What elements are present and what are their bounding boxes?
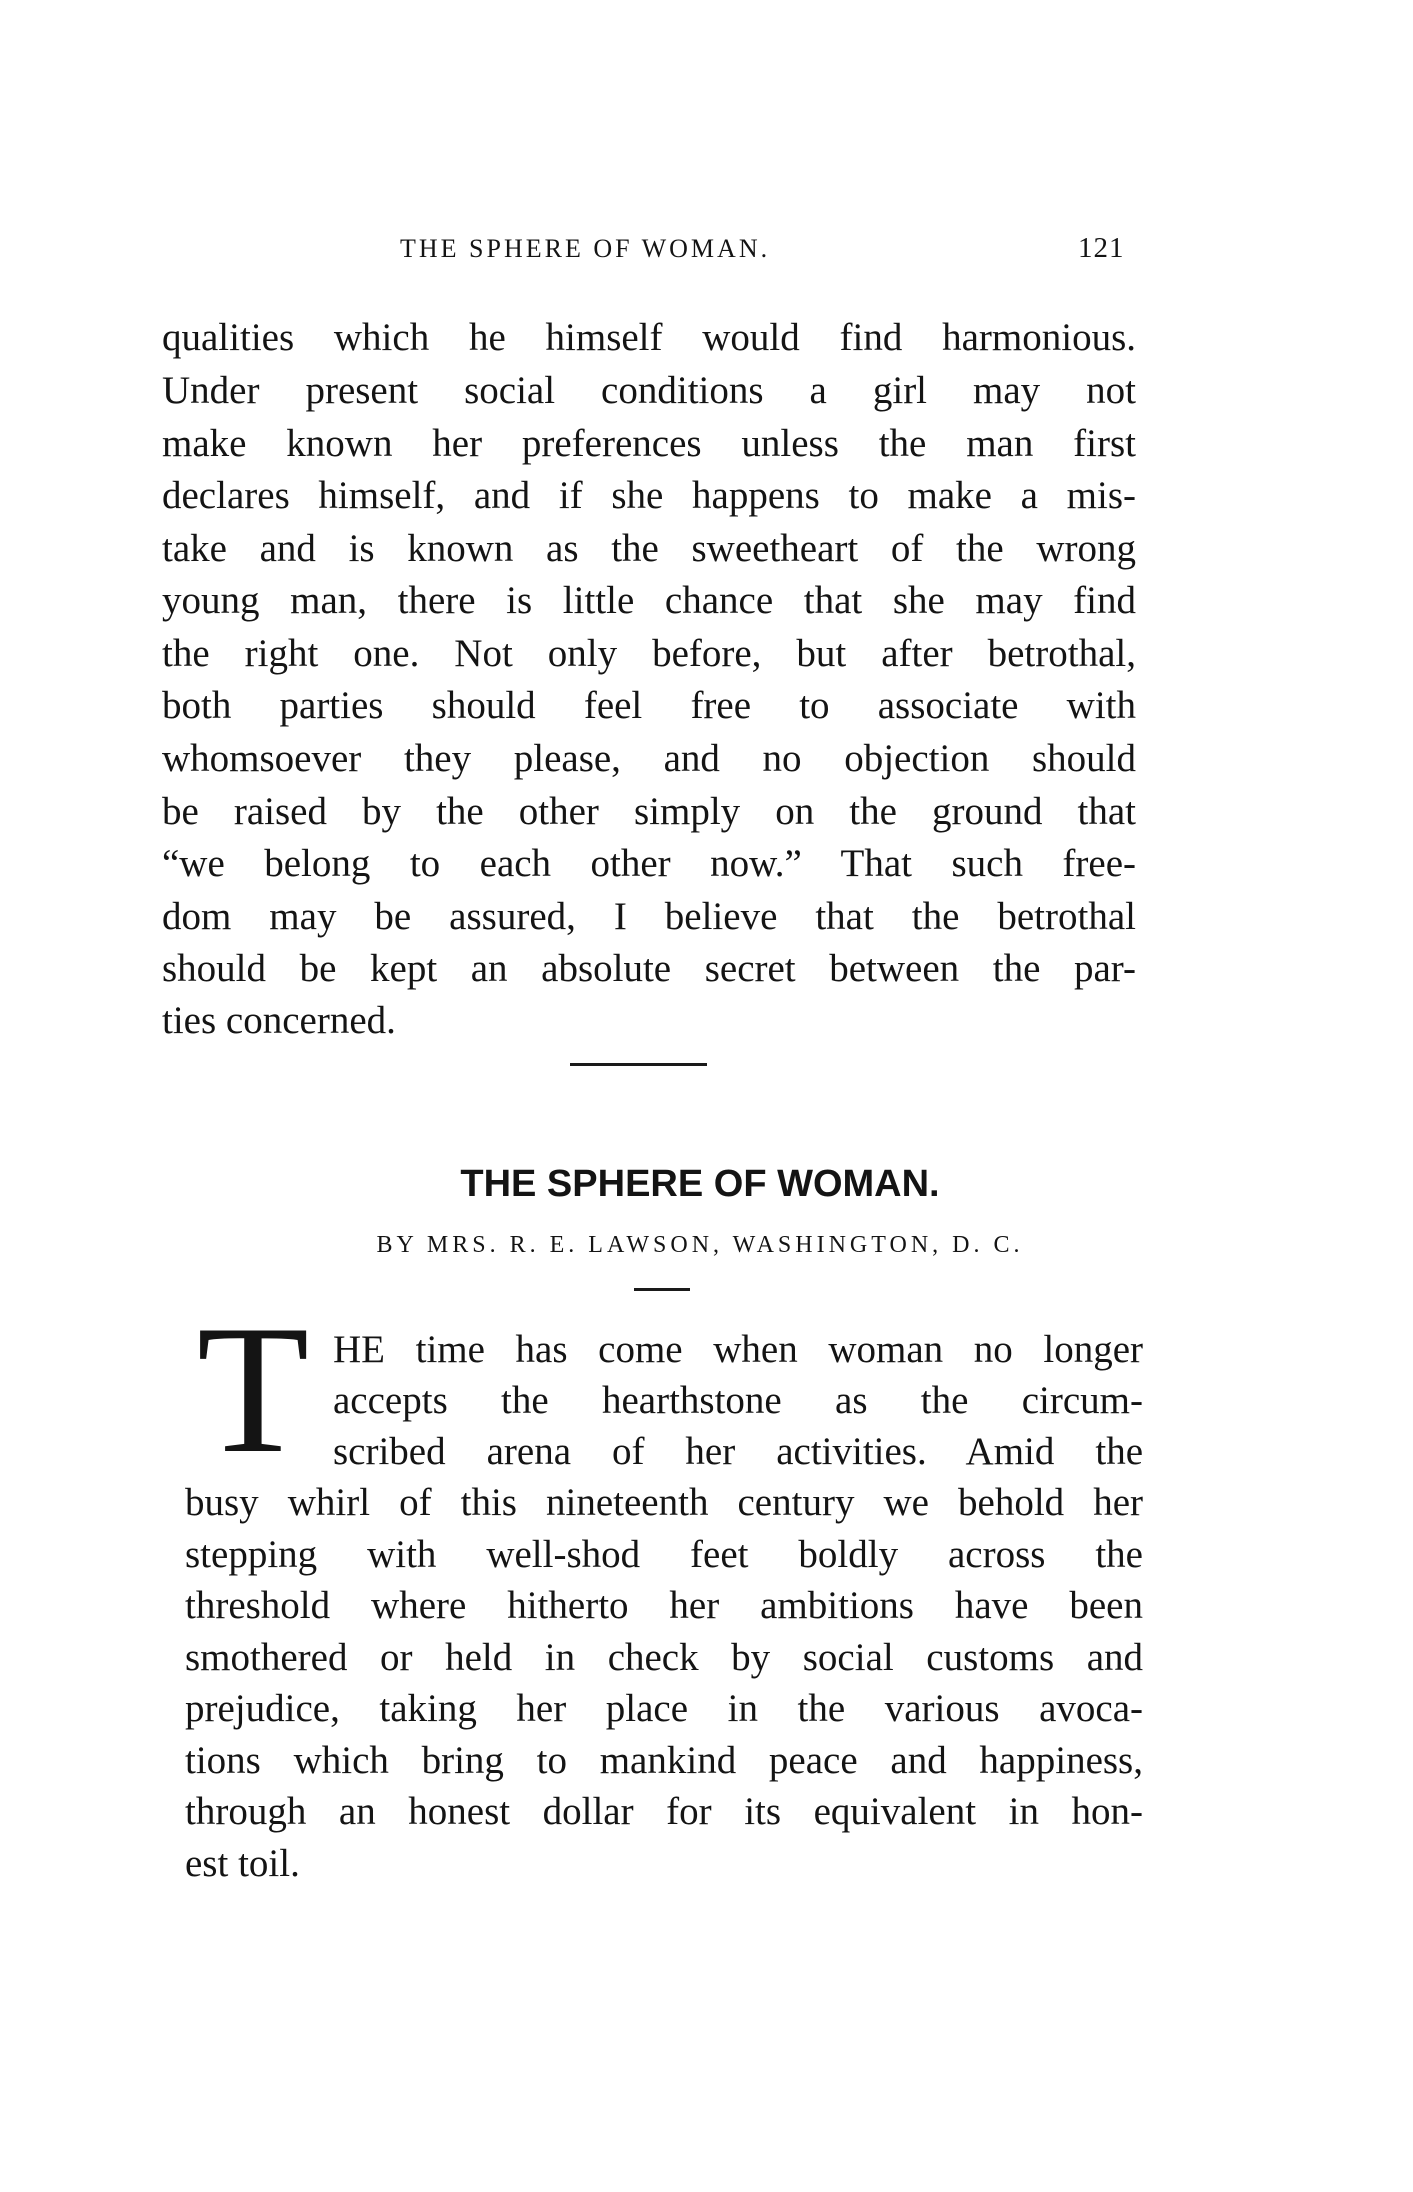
text-line: smothered or held in check by social customs and <box>185 1636 1143 1679</box>
drop-cap: T <box>196 1287 310 1491</box>
text-line: stepping with well-shod feet boldly across the <box>185 1533 1143 1576</box>
page-number: 121 <box>1078 232 1125 264</box>
text-line: should be kept an absolute secret between the par- <box>162 947 1136 990</box>
text-line: accepts the hearthstone as the circum- <box>333 1379 1143 1422</box>
section-divider <box>570 1063 707 1066</box>
text-line: through an honest dollar for its equivalent in hon- <box>185 1790 1143 1833</box>
text-line: be raised by the other simply on the ground that <box>162 790 1136 833</box>
text-line: dom may be assured, I believe that the betrothal <box>162 895 1136 938</box>
title-rule <box>634 1288 690 1291</box>
text-line: ties concerned. <box>162 999 396 1042</box>
text-line: scribed arena of her activities. Amid the <box>333 1430 1143 1473</box>
text-line: “we belong to each other now.” That such free- <box>162 842 1136 885</box>
text-line: the right one. Not only before, but after betrothal, <box>162 632 1136 675</box>
text-line: young man, there is little chance that she may find <box>162 579 1136 622</box>
text-line: qualities which he himself would find harmonious. <box>162 316 1136 359</box>
text-line: make known her preferences unless the man first <box>162 422 1136 465</box>
text-line: declares himself, and if she happens to make a mis- <box>162 474 1136 517</box>
text-line: prejudice, taking her place in the various avoca- <box>185 1687 1143 1730</box>
article-title: THE SPHERE OF WOMAN. <box>460 1163 940 1205</box>
text-line: both parties should feel free to associate with <box>162 684 1136 727</box>
text-line: Under present social conditions a girl may not <box>162 369 1136 412</box>
text-line: whomsoever they please, and no objection should <box>162 737 1136 780</box>
text-line: HE time has come when woman no longer <box>333 1328 1143 1371</box>
text-line: est toil. <box>185 1842 300 1885</box>
article-byline: BY MRS. R. E. LAWSON, WASHINGTON, D. C. <box>376 1232 1024 1258</box>
text-line: threshold where hitherto her ambitions have been <box>185 1584 1143 1627</box>
text-line: tions which bring to mankind peace and happiness, <box>185 1739 1143 1782</box>
text-line: busy whirl of this nineteenth century we behold her <box>185 1481 1143 1524</box>
text-line: take and is known as the sweetheart of the wrong <box>162 527 1136 570</box>
running-head: THE SPHERE OF WOMAN. <box>400 234 771 263</box>
